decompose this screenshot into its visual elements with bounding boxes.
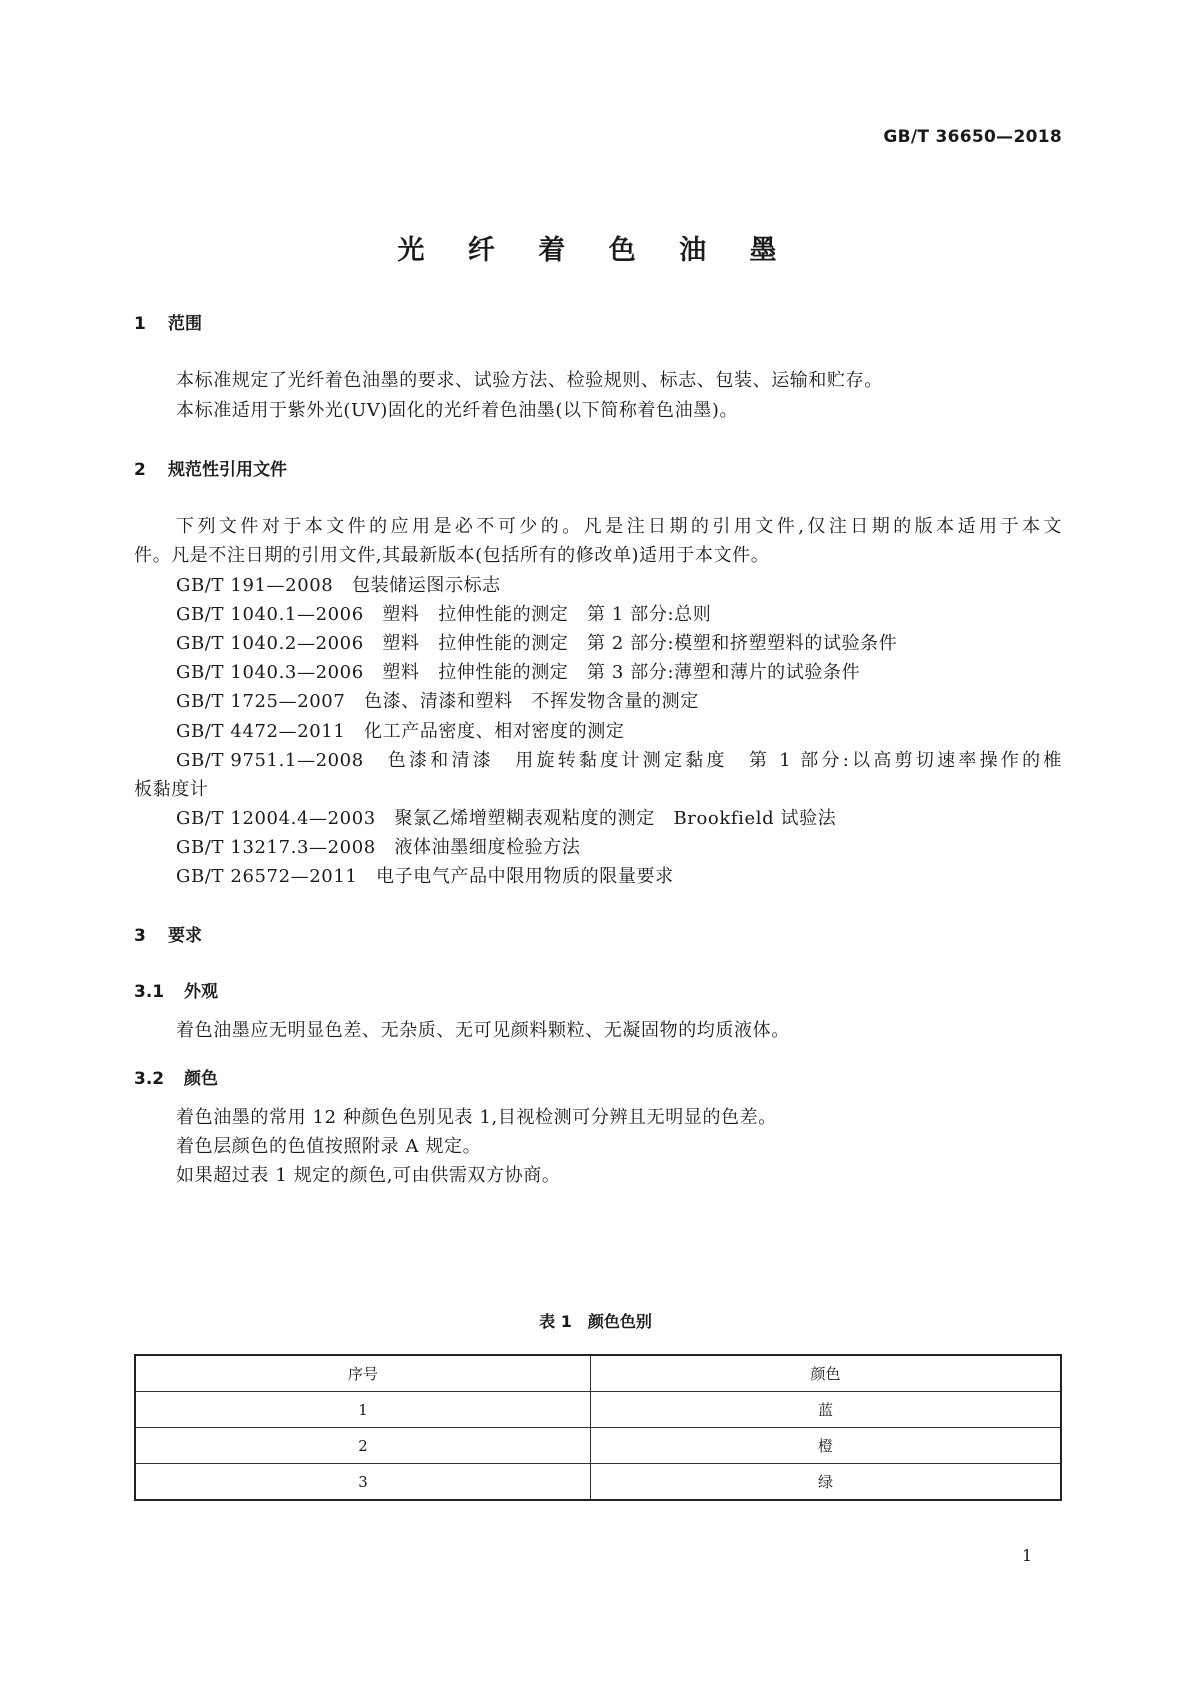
paragraph: 本标准规定了光纤着色油墨的要求、试验方法、检验规则、标志、包装、运输和贮存。: [176, 370, 883, 391]
reference-title: 塑料 拉伸性能的测定 第 1 部分:总则: [382, 604, 712, 625]
reference-title: 色漆和清漆 用旋转黏度计测定黏度 第 1 部分:以高剪切速率操作的椎: [387, 750, 1063, 771]
reference-title: 塑料 拉伸性能的测定 第 3 部分:薄塑和薄片的试验条件: [382, 662, 861, 683]
reference-code: GB/T 4472—2011: [176, 721, 346, 742]
page-number: 1: [1022, 1546, 1033, 1565]
table-cell: 橙: [591, 1428, 1062, 1464]
reference-item: [176, 862, 674, 888]
reference-item: [176, 804, 836, 830]
reference-item: [176, 629, 897, 655]
reference-item: [176, 571, 501, 597]
table-header-row: [135, 1355, 1061, 1392]
paragraph: 着色油墨应无明显色差、无杂质、无可见颜料颗粒、无凝固物的均质液体。: [176, 1020, 790, 1041]
reference-title: 色漆、清漆和塑料 不挥发物含量的测定: [364, 691, 699, 712]
section-title: 颜色: [184, 1069, 218, 1089]
reference-item: [176, 833, 580, 859]
reference-title: 聚氯乙烯增塑糊表观粘度的测定 Brookfield 试验法: [394, 808, 837, 829]
section-title: 外观: [184, 982, 218, 1002]
section-title: 规范性引用文件: [168, 460, 287, 480]
reference-title: 电子电气产品中限用物质的限量要求: [376, 866, 674, 887]
section-3-1-heading: [134, 977, 218, 1002]
section-3-2-heading: [134, 1064, 218, 1089]
reference-code: GB/T 9751.1—2008: [176, 750, 364, 771]
paragraph: 本标准适用于紫外光(UV)固化的光纤着色油墨(以下简称着色油墨)。: [176, 400, 739, 421]
reference-title: 化工产品密度、相对密度的测定: [364, 721, 625, 742]
reference-title: 液体油墨细度检验方法: [394, 837, 581, 858]
section-3-heading: [134, 921, 202, 946]
paragraph: 着色油墨的常用 12 种颜色色别见表 1,目视检测可分辨且无明显的色差。: [176, 1107, 777, 1128]
section-title: 范围: [168, 314, 202, 334]
reference-code: GB/T 12004.4—2003: [176, 808, 376, 829]
standard-code: GB/T 36650—2018: [883, 127, 1062, 147]
table-row: [135, 1428, 1061, 1464]
section-number: 2: [134, 460, 146, 480]
reference-item: [176, 658, 860, 684]
reference-continuation: 板黏度计: [134, 779, 209, 800]
reference-code: GB/T 191—2008: [176, 575, 334, 596]
paragraph: 下列文件对于本文件的应用是必不可少的。凡是注日期的引用文件,仅注日期的版本适用于本文: [176, 516, 1062, 537]
reference-code: GB/T 13217.3—2008: [176, 837, 376, 858]
reference-code: GB/T 1040.3—2006: [176, 662, 364, 683]
table-row: [135, 1392, 1061, 1428]
reference-item: [176, 746, 1062, 772]
reference-item: [176, 687, 699, 713]
reference-code: GB/T 26572—2011: [176, 866, 358, 887]
table-cell: 2: [135, 1428, 591, 1464]
table-cell: 3: [135, 1464, 591, 1501]
section-2-heading: [134, 455, 287, 480]
column-header-number: 序号: [135, 1355, 591, 1392]
table-cell: 绿: [591, 1464, 1062, 1501]
section-number: 3: [134, 926, 146, 946]
reference-item: [176, 717, 624, 743]
section-number: 1: [134, 314, 146, 334]
table-caption: 表 1 颜色色别: [539, 1312, 652, 1331]
section-1-heading: [134, 309, 202, 334]
table-row: [135, 1464, 1061, 1501]
section-number: 3.1: [134, 982, 165, 1002]
table-cell: 蓝: [591, 1392, 1062, 1428]
section-title: 要求: [168, 926, 202, 946]
reference-code: GB/T 1040.1—2006: [176, 604, 364, 625]
paragraph: 如果超过表 1 规定的颜色,可由供需双方协商。: [176, 1165, 561, 1186]
paragraph: 件。凡是不注日期的引用文件,其最新版本(包括所有的修改单)适用于本文件。: [134, 545, 770, 566]
reference-item: [176, 600, 711, 626]
reference-title: 塑料 拉伸性能的测定 第 2 部分:模塑和挤塑塑料的试验条件: [382, 633, 898, 654]
color-table: [134, 1354, 1062, 1501]
section-number: 3.2: [134, 1069, 165, 1089]
document-title: 光 纤 着 色 油 墨: [397, 235, 794, 266]
paragraph: 着色层颜色的色值按照附录 A 规定。: [176, 1136, 482, 1157]
reference-code: GB/T 1040.2—2006: [176, 633, 364, 654]
column-header-color: 颜色: [591, 1355, 1062, 1392]
table-cell: 1: [135, 1392, 591, 1428]
reference-title: 包装储运图示标志: [351, 575, 501, 596]
reference-code: GB/T 1725—2007: [176, 691, 346, 712]
